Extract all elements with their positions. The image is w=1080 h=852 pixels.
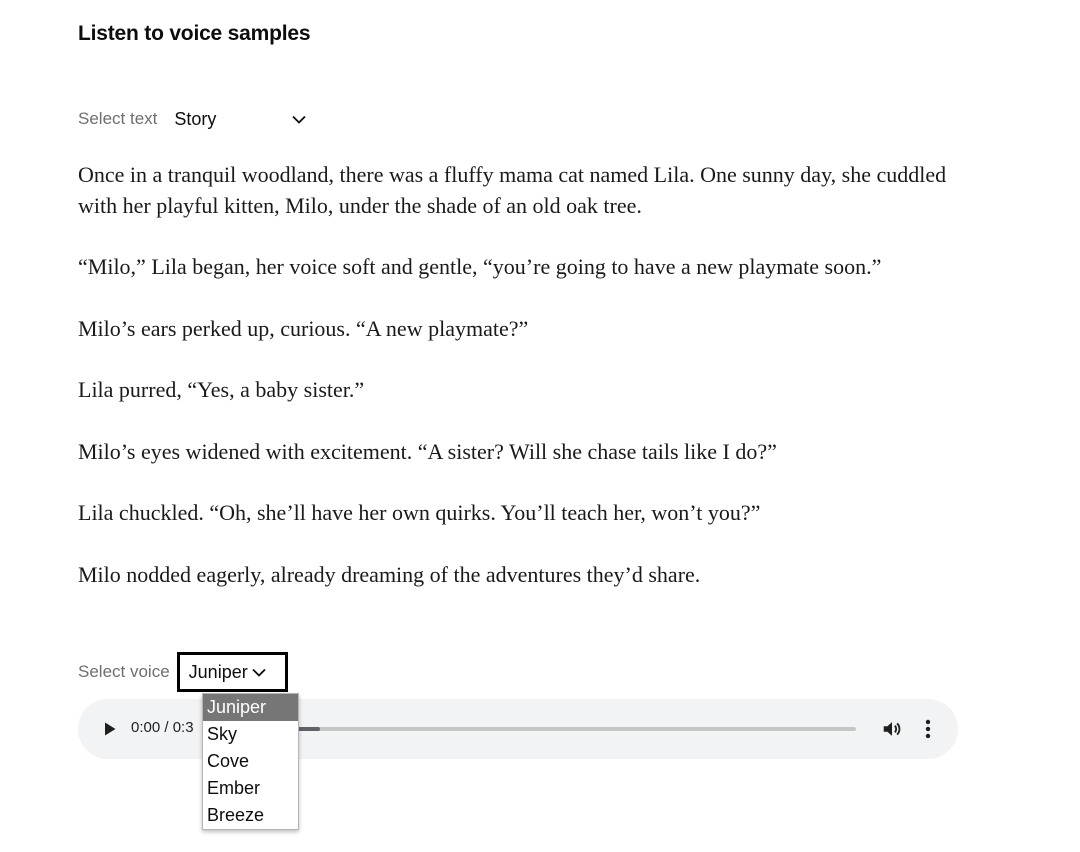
text-select-value: Story xyxy=(174,108,217,129)
voice-option-cove[interactable]: Cove xyxy=(207,751,250,771)
voice-option-juniper[interactable]: Juniper xyxy=(203,694,298,721)
volume-icon[interactable] xyxy=(881,718,903,740)
voice-option-sky[interactable]: Sky xyxy=(207,724,238,744)
story-paragraph: Once in a tranquil woodland, there was a fluffy mama cat named Lila. One sunny day, she cuddled with her playful kitten, Milo, under the shade of an old oak tree. xyxy=(78,162,947,218)
story-text xyxy=(78,160,978,621)
select-voice-label: Select voice xyxy=(78,662,170,681)
story-paragraph: Lila chuckled. “Oh, she’ll have her own quirks. You’ll teach her, won’t you?” xyxy=(78,500,761,525)
select-voice-row xyxy=(78,650,288,694)
more-vert-icon[interactable] xyxy=(921,718,935,740)
story-paragraph: Milo’s eyes widened with excitement. “A sister? Will she chase tails like I do?” xyxy=(78,438,777,464)
time-display: 0:00 / 0:3 xyxy=(131,719,194,736)
voice-dropdown-list xyxy=(202,693,299,830)
section-title: Listen to voice samples xyxy=(78,22,311,45)
chevron-down-icon xyxy=(292,112,306,126)
story-paragraph: Milo’s ears perked up, curious. “A new playmate?” xyxy=(78,315,529,341)
story-paragraph: Lila purred, “Yes, a baby sister.” xyxy=(78,377,365,402)
play-icon[interactable] xyxy=(102,721,118,737)
text-select-dropdown[interactable] xyxy=(174,109,306,130)
voice-select-value: Juniper xyxy=(188,661,248,682)
select-text-row xyxy=(78,106,306,132)
progress-fill xyxy=(298,727,320,731)
select-text-label: Select text xyxy=(78,109,158,128)
story-paragraph: Milo nodded eagerly, already dreaming of the adventures they’d share. xyxy=(78,561,701,587)
voice-select-dropdown[interactable] xyxy=(177,652,288,692)
story-paragraph: “Milo,” Lila began, her voice soft and gentle, “you’re going to have a new playmate soon.” xyxy=(78,254,882,279)
chevron-down-icon xyxy=(252,665,266,679)
voice-option-breeze[interactable]: Breeze xyxy=(207,805,265,825)
voice-option-ember[interactable]: Ember xyxy=(207,778,261,798)
progress-bar[interactable] xyxy=(298,727,856,731)
